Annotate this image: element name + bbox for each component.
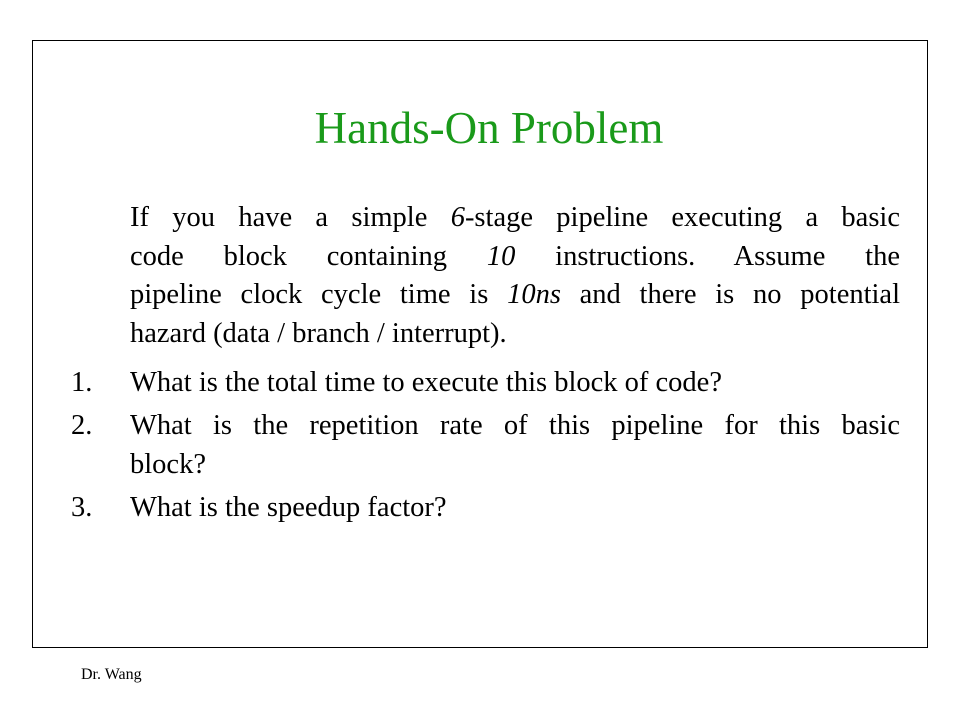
question-number: 2. [71,410,93,441]
question-text: What is the speedup factor? [130,492,447,523]
question-number: 1. [71,367,93,398]
problem-line-1: If you have a simple 6-stage pipeline executing a basic [130,202,900,233]
question-text: What is the repetition rate of this pipeline for this basic block? [130,410,900,480]
footer-author: Dr. Wang [81,666,142,683]
cycle-time: 10ns [507,279,561,310]
problem-statement [130,199,900,353]
stage-count: 6 [450,202,465,233]
question-text: What is the total time to execute this block of code? [130,367,722,398]
slide-title: Hands-On Problem [314,103,664,153]
instruction-count: 10 [486,240,516,272]
problem-line-3: pipeline clock cycle time is 10ns and there is no potential [130,279,900,310]
question-number: 3. [71,492,93,523]
problem-line-4: hazard (data / branch / interrupt). [130,317,507,349]
problem-line-2: code block containing 10 instructions. Assume the [130,240,900,272]
